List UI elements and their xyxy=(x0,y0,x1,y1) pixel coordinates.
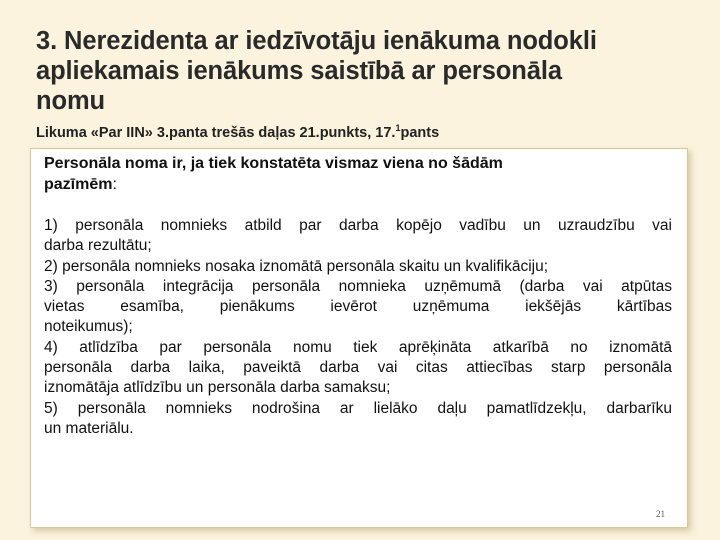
criteria-item-2 xyxy=(44,257,672,277)
criteria-item-1 xyxy=(44,216,672,257)
criteria-item-3-line-1: 3) personāla integrācija personāla nomnieka uzņēmumā (darba vai atpūtas xyxy=(44,277,672,295)
criteria-item-1-line-2: darba rezultātu; xyxy=(44,237,152,255)
legal-reference-suffix: pants xyxy=(400,125,440,141)
criteria-item-5-line-1: 5) personāla nomnieks nodrošina ar lielāko daļu pamatlīdzekļu, darbarīku xyxy=(44,399,672,417)
criteria-item-4-line-3: iznomātāja atlīdzību un personāla darba samaksu; xyxy=(44,379,391,397)
intro-colon: : xyxy=(112,176,117,193)
intro-text xyxy=(44,153,664,195)
title-line-1: 3. Nerezidenta ar iedzīvotāju ienākuma nodokli xyxy=(36,27,597,55)
intro-line-1: Personāla noma ir, ja tiek konstatēta vismaz viena no šādām xyxy=(44,155,503,172)
criteria-list xyxy=(44,216,672,439)
criteria-item-4 xyxy=(44,338,672,399)
criteria-item-5 xyxy=(44,399,672,440)
title-line-2: apliekamais ienākums saistībā ar personāla xyxy=(36,57,562,85)
legal-reference-superscript: 1 xyxy=(395,123,401,134)
page-number: 21 xyxy=(656,509,665,519)
criteria-item-4-line-2: personāla darba laika, paveiktā darba vai citas attiecības starp personāla xyxy=(44,359,672,377)
intro-line-2: pazīmēm xyxy=(44,176,113,193)
criteria-item-3-line-2: vietas esamība, pienākums ievērot uzņēmuma iekšējās kārtības xyxy=(44,298,672,316)
content-box xyxy=(30,148,688,528)
title-line-3: nomu xyxy=(36,87,106,115)
legal-reference xyxy=(36,125,439,141)
criteria-item-2-line-1: 2) personāla nomnieks nosaka iznomātā personāla skaitu un kvalifikāciju; xyxy=(44,257,549,275)
slide-title xyxy=(36,26,696,116)
criteria-item-3-line-3: noteikumus); xyxy=(44,318,133,336)
criteria-item-5-line-2: un materiālu. xyxy=(44,419,134,437)
criteria-item-1-line-1: 1) personāla nomnieks atbild par darba kopējo vadību un uzraudzību vai xyxy=(44,217,672,234)
criteria-item-3 xyxy=(44,277,672,338)
criteria-item-4-line-1: 4) atlīdzība par personāla nomu tiek aprēķināta atkarībā no iznomātā xyxy=(44,338,672,356)
legal-reference-text: Likuma «Par IIN» 3.panta trešās daļas 21.punkts, 17. xyxy=(36,125,396,141)
